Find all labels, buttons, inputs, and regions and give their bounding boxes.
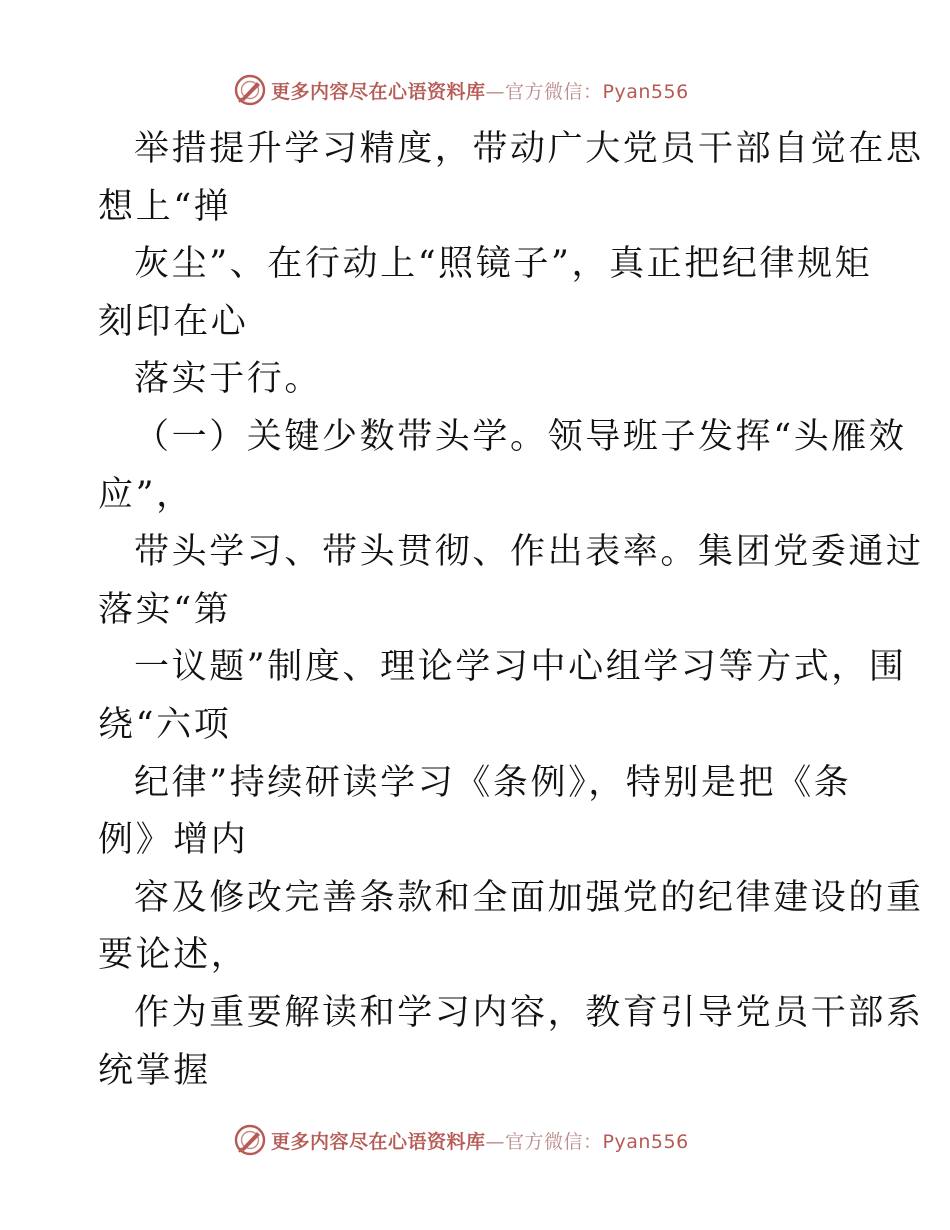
watermark-text: [271, 77, 689, 104]
quill-logo-icon: [233, 1123, 267, 1157]
watermark-text: [271, 1127, 689, 1154]
text-line: 绕“六项: [98, 704, 232, 745]
header-watermark: [233, 72, 689, 108]
text-line: 灰尘”、在行动上“照镜子”，真正把纪律规矩: [134, 244, 873, 285]
text-line: 纪律”持续研读学习《条例》，特别是把《条: [134, 762, 852, 803]
text-line: 作为重要解读和学习内容，教育引导党员干部系: [134, 992, 924, 1033]
watermark-wechat-id: Pyan556: [602, 1130, 689, 1153]
text-line: 容及修改完善条款和全面加强党的纪律建设的重: [134, 877, 924, 918]
text-line: 想上“掸: [98, 186, 232, 227]
text-line: 举措提升学习精度，带动广大党员干部自觉在思: [134, 129, 924, 169]
text-line: 落实“第: [98, 589, 232, 630]
footer-watermark: [233, 1122, 689, 1158]
text-line: 带头学习、带头贯彻、作出表率。集团党委通过: [134, 532, 924, 573]
watermark-wechat-label: 官方微信：: [505, 1130, 603, 1153]
text-line: 统掌握: [98, 1050, 211, 1091]
text-line: （一）关键少数带头学。领导班子发挥“头雁效: [134, 416, 907, 457]
text-line: 落实于行。: [134, 359, 323, 400]
watermark-wechat-id: Pyan556: [602, 80, 689, 103]
watermark-separator: —: [485, 80, 506, 103]
watermark-slogan: 更多内容尽在心语资料库: [271, 80, 486, 103]
quill-logo-icon: [233, 73, 267, 107]
watermark-wechat-label: 官方微信：: [505, 80, 603, 103]
watermark-separator: —: [485, 1130, 506, 1153]
text-line: 一议题”制度、理论学习中心组学习等方式，围: [134, 647, 907, 688]
text-line: 应”，: [98, 474, 194, 515]
text-line: 要论述，: [98, 935, 249, 976]
watermark-slogan: 更多内容尽在心语资料库: [271, 1130, 486, 1153]
text-line: 例》增内: [98, 820, 249, 861]
document-body: [98, 121, 924, 1100]
text-line: 刻印在心: [98, 301, 249, 342]
